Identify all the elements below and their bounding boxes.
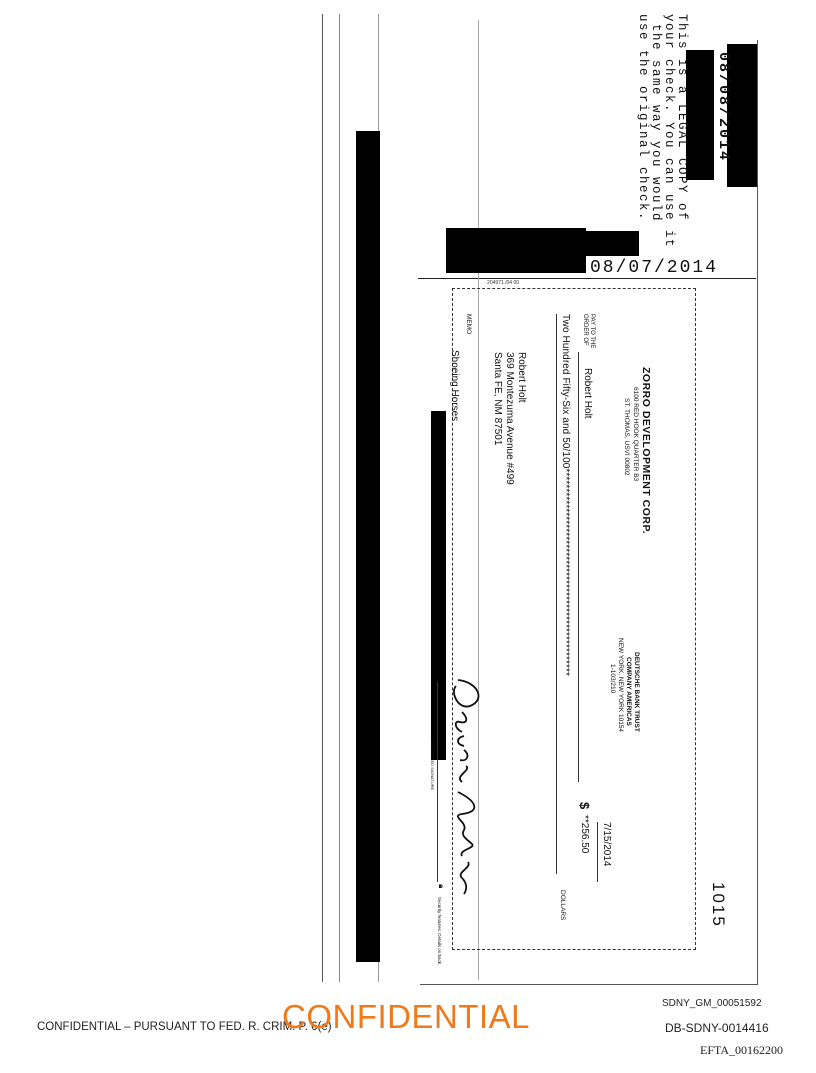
payee-address-name: Robert Holt: [516, 352, 527, 403]
amount-words: Two Hundred Fifty-Six and 50/100****************************************************: [560, 314, 571, 676]
legal-copy-line-4: use the original check.: [636, 14, 650, 222]
check-date-stamp: 08/07/2014: [590, 258, 719, 278]
legal-copy-line-2: your check. You can use it: [662, 14, 676, 249]
check-date-underline: [597, 822, 598, 882]
lock-icon: 🔒︎: [437, 884, 446, 889]
company-name: ZORRO DEVELOPMENT CORP.: [640, 367, 652, 535]
dollar-sign: $: [577, 802, 592, 810]
signature-label: AUTHORIZED SIGNATURE: [430, 740, 435, 791]
payee-name: Robert Holt: [582, 368, 593, 419]
bank-line-3: NEW YORK, NEW YORK 10154: [617, 638, 624, 733]
security-note: Security features. Details on back.: [437, 897, 442, 966]
check-amount: **256.50: [579, 815, 590, 854]
signature-line: [437, 682, 438, 882]
pay-to-label-1: PAY TO THE: [589, 314, 595, 349]
bank-name: DEUTSCHE BANK TRUST: [633, 652, 640, 732]
sdny-gm-bates: SDNY_GM_00051592: [662, 998, 762, 1009]
company-address-1: 6100 RED HOOK QUARTER B3: [632, 387, 639, 482]
amount-line: [556, 314, 557, 874]
check-body: [300, 12, 760, 1012]
payee-address-line-1: 369 Montezuma Avenue #499: [504, 352, 515, 485]
check-date: 7/15/2014: [601, 822, 612, 867]
signature-image: [438, 672, 498, 902]
legal-copy-line-1: This is a LEGAL COPY of: [675, 14, 689, 222]
legal-copy-date: 08/08/2014: [715, 52, 732, 163]
pay-to-label-2: ORDER OF: [582, 314, 588, 346]
payee-line: [578, 352, 579, 782]
memo-text: Shoeing Horses: [449, 350, 460, 422]
micr-small: · 204971 /04 00: [484, 280, 520, 286]
efta-bates: EFTA_00162200: [700, 1043, 784, 1057]
payee-address-line-2: Santa FE, NM 87501: [492, 352, 503, 446]
footer-confidential-left: CONFIDENTIAL – PURSUANT TO FED. R. CRIM. P. 6(e): [37, 1021, 332, 1033]
bank-routing: 1-103/210: [609, 664, 616, 694]
legal-copy-line-3: the same way you would: [649, 24, 663, 223]
confidential-stamp: CONFIDENTIAL: [282, 998, 531, 1035]
company-address-2: ST. THOMAS, USVI 00802: [623, 398, 630, 476]
check-number: 1015: [709, 882, 728, 928]
memo-label: MEMO: [465, 314, 472, 335]
db-sdny-bates: DB-SDNY-0014416: [665, 1021, 769, 1035]
bank-line-2: COMPANY AMERICAS: [625, 657, 632, 726]
dollars-label: DOLLARS: [559, 890, 566, 921]
